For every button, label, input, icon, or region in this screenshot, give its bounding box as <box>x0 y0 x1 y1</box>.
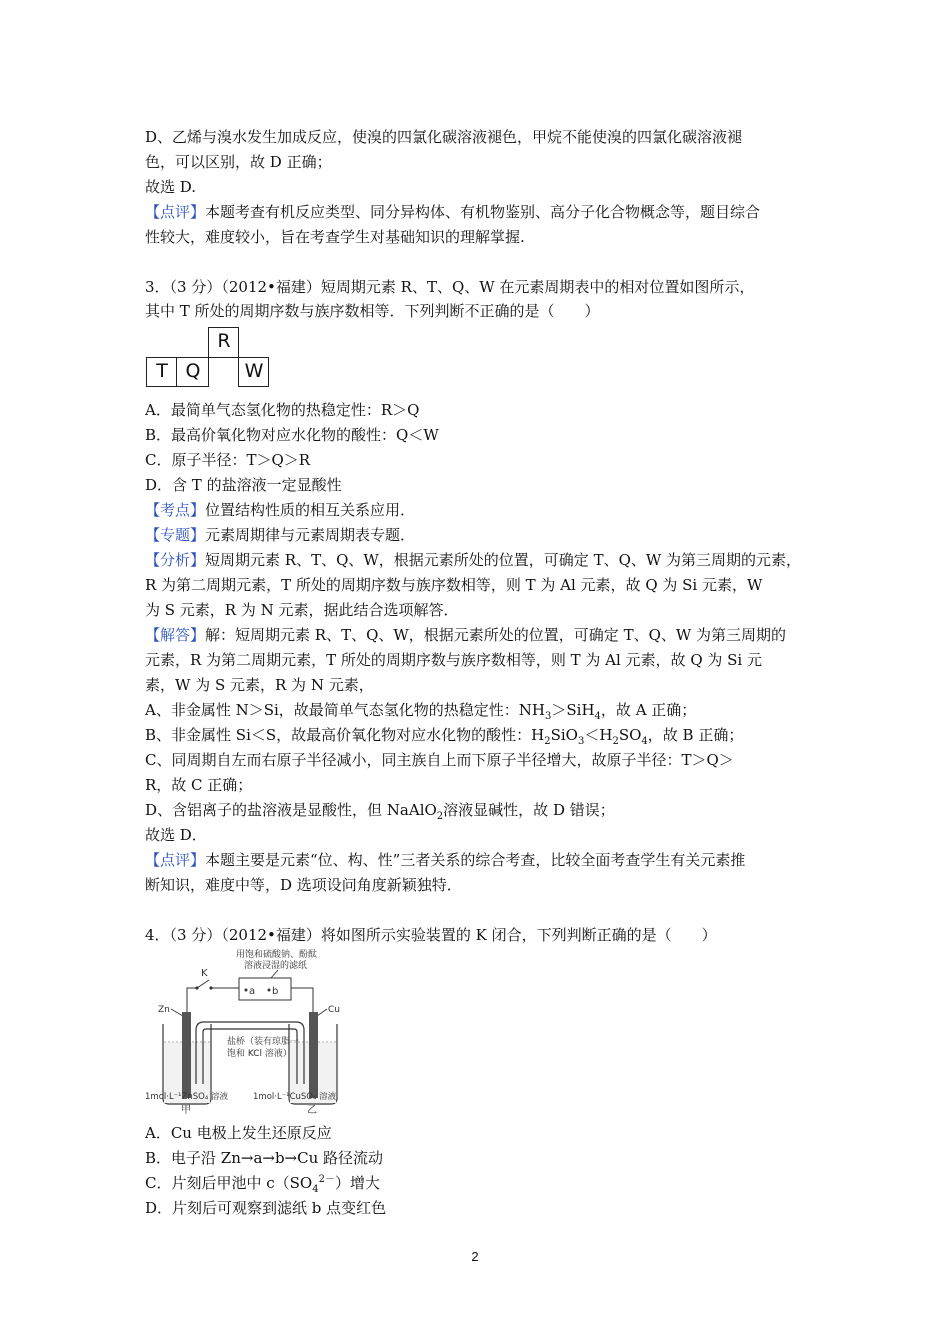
bridge-label-1: 盐桥（装有琼脂一 <box>227 1037 300 1047</box>
q3-conclusion: 故选 D． <box>145 826 207 844</box>
q3-fenxi-line1: 【分析】短周期元素 R、T、Q、W，根据元素所处的位置，可确定 T、Q、W 为第三周期的元素， <box>145 551 802 569</box>
q3-kaodian: 【考点】位置结构性质的相互关系应用． <box>145 501 416 519</box>
comment-tag: 【点评】 <box>145 851 206 869</box>
periodic-table-figure <box>146 327 270 387</box>
prev-d-line1: D、乙烯与溴水发生加成反应，使溴的四氯化碳溶液褪色，甲烷不能使溴的四氯化碳溶液褪 <box>145 128 743 146</box>
q3-option-d: D．含 T 的盐溶液一定显酸性 <box>145 476 342 494</box>
zn-label: Zn <box>158 1005 170 1015</box>
zn-electrode <box>182 1012 191 1098</box>
q3-jieda-line2: 元素，R 为第二周期元素，T 所处的周期序数与族序数相等，则 T 为 Al 元素，故 Q 为 Si 元 <box>145 651 762 669</box>
fenxi-tag: 【分析】 <box>145 551 206 569</box>
cell-q-label: Q <box>185 360 201 382</box>
filter-label-1: 用饱和硫酸钠、酚酞 <box>236 950 318 960</box>
q3-c-explanation-line1: C、同周期自左而右原子半径减小，同主族自上而下原子半径增大，故原子半径：T＞Q＞ <box>145 751 734 769</box>
q3-option-c: C．原子半径：T＞Q＞R <box>145 451 311 469</box>
page-number: 2 <box>471 1249 479 1264</box>
q3-d-explanation: D、含铝离子的盐溶液是显酸性，但 NaAlO$_2$溶液显碱性，故 D 错误； <box>145 801 615 820</box>
prev-comment-line2: 性较大，难度较小，旨在考查学生对基础知识的理解掌握. <box>145 228 525 246</box>
prev-comment-line1: 【点评】本题考查有机反应类型、同分异构体、有机物鉴别、高分子化合物概念等，题目综合 <box>145 203 761 221</box>
cu-label: Cu <box>328 1005 340 1015</box>
q3-stem-line2: 其中 T 所处的周期序数与族序数相等．下列判断不正确的是（ ） <box>145 302 600 320</box>
q4-option-b: B．电子沿 Zn→a→b→Cu 路径流动 <box>145 1149 384 1167</box>
q3-fenxi-line3: 为 S 元素，R 为 N 元素，据此结合选项解答． <box>145 601 459 619</box>
left-solution-label: 1mol·L⁻¹ZnSO₄ 溶液 <box>145 1092 228 1102</box>
cu-electrode <box>309 1012 318 1098</box>
galvanic-cell-diagram <box>143 946 368 1118</box>
right-cell-name: 乙 <box>307 1105 317 1116</box>
q3-option-a: A．最简单气态氢化物的热稳定性：R＞Q <box>145 401 420 419</box>
cell-r-label: R <box>217 330 231 352</box>
cell-t-label: T <box>156 360 168 382</box>
q3-jieda-line1: 【解答】解：短周期元素 R、T、Q、W，根据元素所处的位置，可确定 T、Q、W 为第三周期的 <box>145 626 787 644</box>
q4-option-d: D．片刻后可观察到滤纸 b 点变红色 <box>145 1199 387 1217</box>
switch-k <box>197 980 209 988</box>
right-solution-label: 1mol·L⁻¹CuSO₄ 溶液 <box>253 1092 337 1102</box>
switch-k-label: K <box>201 968 208 979</box>
q3-comment-line1: 【点评】本题主要是元素“位、构、性”三者关系的综合考查，比较全面考查学生有关元素推 <box>145 851 746 869</box>
prev-conclusion: 故选 D. <box>145 178 197 196</box>
filter-label-2: 溶液浸湿的滤纸 <box>244 961 308 971</box>
prev-d-line2: 色，可以区别，故 D 正确； <box>145 153 332 171</box>
comment-tag: 【点评】 <box>145 203 206 221</box>
point-a-label: a <box>249 986 256 997</box>
left-cell-name: 甲 <box>181 1105 191 1116</box>
q3-fenxi-line2: R 为第二周期元素，T 所处的周期序数与族序数相等，则 T 为 Al 元素，故 Q 为 Si 元素，W <box>145 576 763 594</box>
q3-comment-line2: 断知识，难度中等，D 选项设问角度新颖独特． <box>145 876 462 894</box>
kaodian-tag: 【考点】 <box>145 501 206 519</box>
jieda-tag: 【解答】 <box>145 626 206 644</box>
q3-a-explanation: A、非金属性 N＞Si，故最简单气态氢化物的热稳定性：$NH_3>SiH_4$，故 A 正确； <box>145 701 697 720</box>
q3-jieda-line3: 素，W 为 S 元素，R 为 N 元素， <box>145 676 374 694</box>
zhuanti-tag: 【专题】 <box>145 526 206 544</box>
cell-w-label: W <box>244 360 264 382</box>
q3-b-explanation: B、非金属性 Si＜S，故最高价氧化物对应水化物的酸性：$H_2SiO_3<H_2SO_4$，故 B 正确； <box>145 726 744 745</box>
q4-option-a: A．Cu 电极上发生还原反应 <box>145 1124 332 1142</box>
bridge-label-2: 饱和 KCl 溶液） <box>227 1049 292 1059</box>
q3-stem-line1: 3．（3 分）（2012•福建）短周期元素 R、T、Q、W 在元素周期表中的相对位置如图所示， <box>145 278 755 296</box>
q3-option-b: B．最高价氧化物对应水化物的酸性：Q＜W <box>145 426 439 444</box>
q3-c-explanation-line2: R，故 C 正确； <box>145 776 253 794</box>
point-b-label: b <box>272 986 279 997</box>
q3-zhuanti: 【专题】元素周期律与元素周期表专题． <box>145 526 416 544</box>
q4-option-c: C．片刻后甲池中 $c(SO_4^{2-})$增大 <box>145 1174 380 1193</box>
q4-stem: 4．（3 分）（2012•福建）将如图所示实验装置的 K 闭合，下列判断正确的是（ ） <box>145 926 717 944</box>
